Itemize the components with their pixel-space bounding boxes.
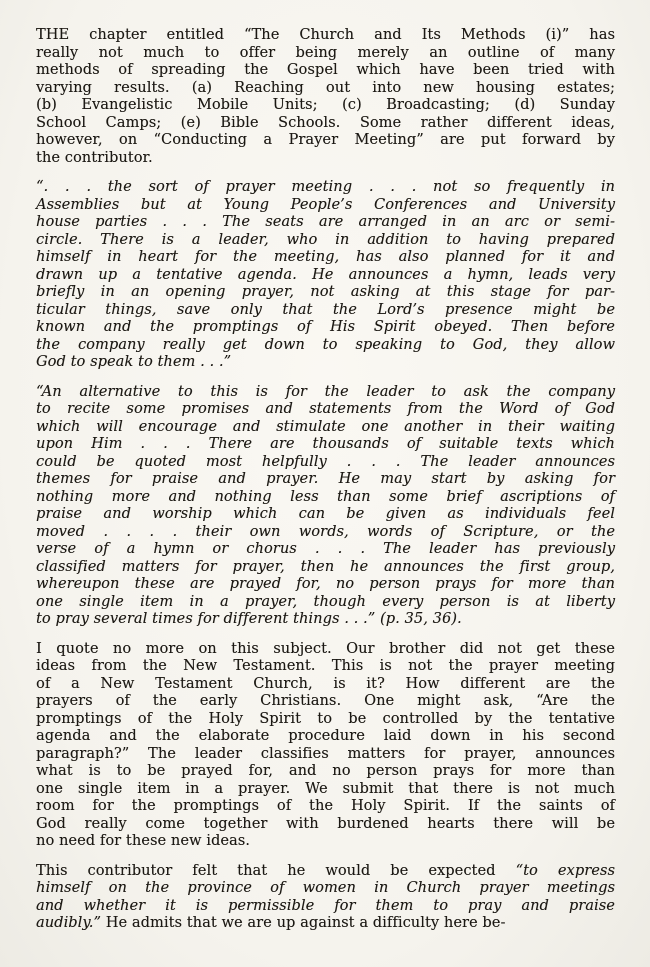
text-line xyxy=(36,693,615,711)
text-segment: whereupon these are prayed for, no person prays for more than xyxy=(36,576,615,592)
text-line xyxy=(36,354,615,372)
text-segment: (b) Evangelistic Mobile Units; (c) Broadcasting; (d) Sunday xyxy=(36,97,615,113)
text-line xyxy=(36,232,615,250)
text-line xyxy=(36,27,615,45)
text-segment: himself in heart for the meeting, has also planned for it and xyxy=(36,249,615,265)
text-segment: one single item in a prayer. We submit that there is not much xyxy=(36,780,615,797)
text-line xyxy=(36,489,615,507)
text-line xyxy=(36,641,615,659)
text-line xyxy=(36,746,615,764)
text-line xyxy=(36,384,615,402)
text-segment: ticular things, save only that the Lord’s presence might be xyxy=(36,301,615,318)
text-line xyxy=(36,436,615,454)
text-segment: verse of a hymn or chorus . . . The leader has previously xyxy=(36,541,615,557)
text-segment: house parties . . . The seats are arranged in an arc or semi- xyxy=(36,214,615,230)
text-segment: to recite some promises and statements from the Word of God xyxy=(36,401,615,417)
text-line xyxy=(36,179,615,197)
text-segment: audibly.” xyxy=(36,915,102,931)
text-line xyxy=(36,915,615,933)
text-segment: himself on the province of women in Church prayer meetings xyxy=(36,880,615,896)
paragraph-quote-2 xyxy=(36,384,615,629)
text-segment: could be quoted most helpfully . . . The leader announces xyxy=(36,453,615,470)
paragraph-quote-1 xyxy=(36,179,615,372)
text-line xyxy=(36,267,615,285)
text-segment: the contributor. xyxy=(36,149,153,166)
text-line xyxy=(36,419,615,437)
text-segment: really not much to offer being merely an outline of many xyxy=(36,44,615,61)
text-line xyxy=(36,816,615,834)
text-line xyxy=(36,594,615,612)
text-line xyxy=(36,676,615,694)
text-line xyxy=(36,319,615,337)
paragraph-intro xyxy=(36,27,615,167)
text-segment: promptings of the Holy Spirit to be controlled by the tentative xyxy=(36,710,615,727)
text-line xyxy=(36,506,615,524)
text-line xyxy=(36,833,615,851)
text-segment: room for the promptings of the Holy Spirit. If the saints of xyxy=(36,798,615,814)
text-line xyxy=(36,197,615,215)
text-line xyxy=(36,132,615,150)
text-line xyxy=(36,524,615,542)
text-line xyxy=(36,471,615,489)
text-line xyxy=(36,898,615,916)
text-segment: agenda and the elaborate procedure laid down in his second xyxy=(36,728,615,744)
text-segment: I quote no more on this subject. Our brother did not get these xyxy=(36,640,615,657)
text-segment: drawn up a tentative agenda. He announces a hymn, leads very xyxy=(36,266,615,283)
text-line xyxy=(36,541,615,559)
text-segment: known and the promptings of His Spirit obeyed. Then before xyxy=(36,319,615,335)
text-segment: ideas from the New Testament. This is not the prayer meeting xyxy=(36,658,615,674)
text-line xyxy=(36,62,615,80)
text-line xyxy=(36,249,615,267)
text-segment: and whether it is permissible for them to pray and praise xyxy=(36,897,615,914)
text-line xyxy=(36,763,615,781)
text-segment: prayers of the early Christians. One might ask, “Are the xyxy=(36,693,615,709)
text-segment: which will encourage and stimulate one another in their waiting xyxy=(36,418,615,435)
text-segment: “to express xyxy=(515,862,615,879)
paragraph-women-topic xyxy=(36,863,615,933)
text-segment: classified matters for prayer, then he announces the first group, xyxy=(36,558,615,575)
text-segment: praise and worship which can be given as individuals feel xyxy=(36,506,615,522)
text-segment: THE chapter entitled “The Church and Its Methods (i)” has xyxy=(36,27,615,43)
text-segment: to pray several times for different things . . .” (p. 35, 36). xyxy=(36,611,462,627)
text-segment: paragraph?” The leader classifies matters for prayer, announces xyxy=(36,745,615,762)
text-segment: He admits that we are up against a difficulty here be- xyxy=(101,915,506,931)
text-segment: upon Him . . . There are thousands of suitable texts which xyxy=(36,436,615,452)
text-line xyxy=(36,45,615,63)
text-line xyxy=(36,798,615,816)
text-segment: moved . . . . their own words, words of Scripture, or the xyxy=(36,523,615,540)
text-segment: methods of spreading the Gospel which have been tried with xyxy=(36,62,615,78)
text-line xyxy=(36,97,615,115)
text-segment: however, on “Conducting a Prayer Meeting” are put forward by xyxy=(36,132,615,148)
text-segment: God really come together with burdened hearts there will be xyxy=(36,815,615,832)
text-line xyxy=(36,728,615,746)
text-line xyxy=(36,150,615,168)
text-line xyxy=(36,284,615,302)
text-segment: of a New Testament Church, is it? How different are the xyxy=(36,675,615,692)
text-segment: one single item in a prayer, though every person is at liberty xyxy=(36,593,615,610)
text-line xyxy=(36,337,615,355)
text-segment: nothing more and nothing less than some brief ascriptions of xyxy=(36,488,615,505)
page-text xyxy=(36,27,615,933)
text-line xyxy=(36,559,615,577)
text-segment: circle. There is a leader, who in addition to having prepared xyxy=(36,231,615,248)
text-line xyxy=(36,880,615,898)
text-segment: This contributor felt that he would be expected xyxy=(36,862,516,879)
text-line xyxy=(36,214,615,232)
text-line xyxy=(36,115,615,133)
text-line xyxy=(36,576,615,594)
text-line xyxy=(36,658,615,676)
text-line xyxy=(36,80,615,98)
text-line xyxy=(36,863,615,881)
text-line xyxy=(36,711,615,729)
text-line xyxy=(36,302,615,320)
text-line xyxy=(36,401,615,419)
text-segment: “. . . the sort of prayer meeting . . . not so frequently in xyxy=(36,179,615,195)
text-segment: themes for praise and prayer. He may start by asking for xyxy=(36,471,615,487)
text-segment: “An alternative to this is for the leader to ask the company xyxy=(36,383,615,400)
text-segment: God to speak to them . . .” xyxy=(36,354,232,370)
text-segment: no need for these new ideas. xyxy=(36,833,251,849)
text-segment: School Camps; (e) Bible Schools. Some rather different ideas, xyxy=(36,114,615,131)
text-segment: what is to be prayed for, and no person prays for more than xyxy=(36,763,615,779)
text-line xyxy=(36,611,615,629)
text-segment: Assemblies but at Young People’s Conferences and University xyxy=(36,196,615,213)
text-segment: the company really get down to speaking to God, they allow xyxy=(36,336,615,353)
text-segment: briefly in an opening prayer, not asking at this stage for par- xyxy=(36,284,615,300)
text-line xyxy=(36,454,615,472)
paragraph-commentary xyxy=(36,641,615,851)
text-segment: varying results. (a) Reaching out into new housing estates; xyxy=(36,79,615,96)
text-line xyxy=(36,781,615,799)
